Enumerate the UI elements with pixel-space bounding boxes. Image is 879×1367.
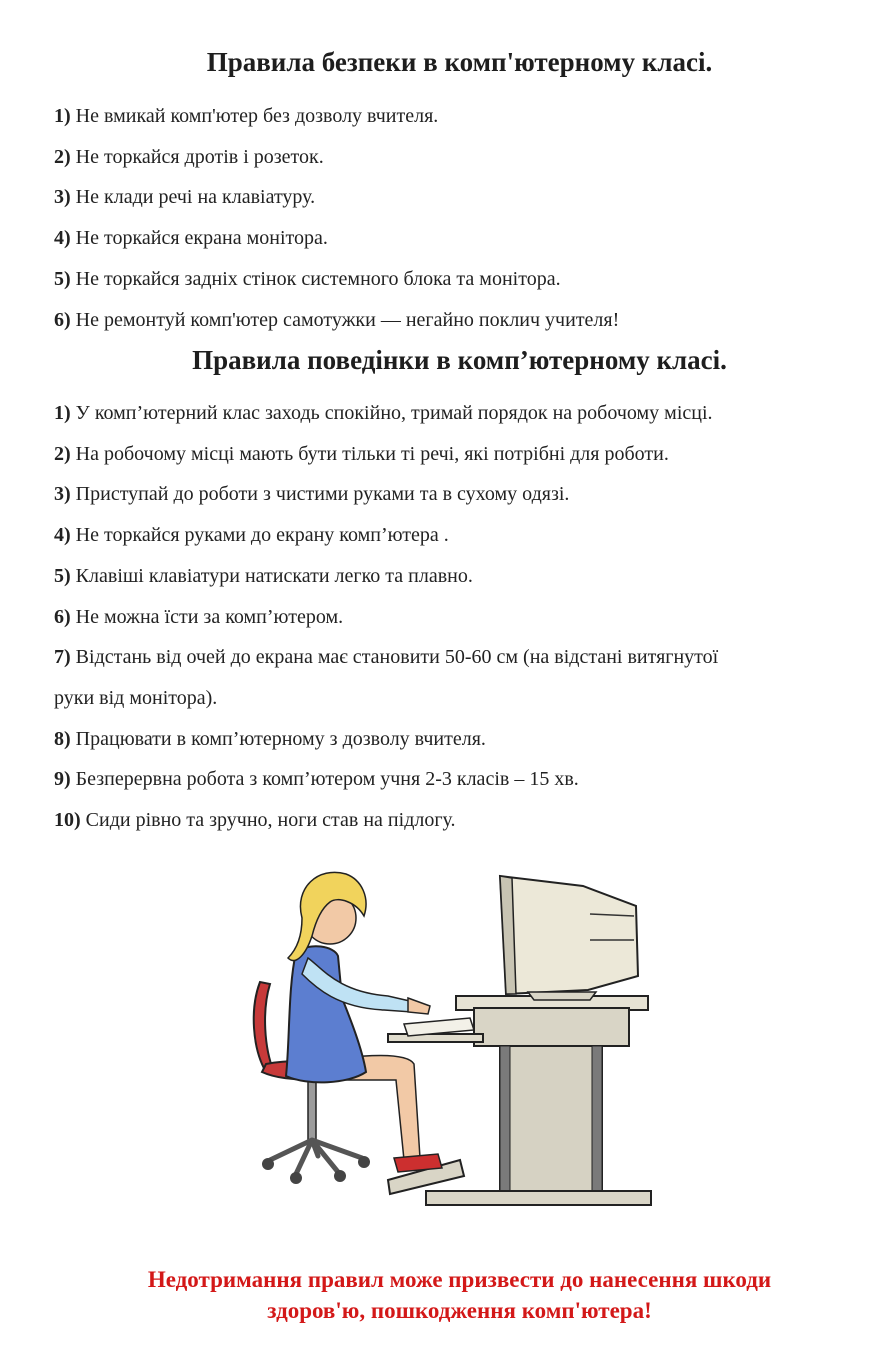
- list-item: [54, 393, 854, 434]
- list-item: [54, 637, 854, 678]
- list-item: [54, 474, 854, 515]
- rule-number: 8): [54, 727, 71, 750]
- behavior-rules-list: [54, 393, 854, 841]
- list-item: [54, 800, 854, 841]
- list-item: [54, 719, 854, 760]
- safety-title: Правила безпеки в комп'ютерному класі.: [206, 47, 713, 77]
- safety-rules-list: [54, 96, 854, 340]
- rule-text: Не торкайся дротів і розеток.: [75, 145, 324, 168]
- rule-number: 4): [54, 524, 71, 547]
- list-item: [54, 759, 854, 800]
- rule-text: Не клади речі на клавіатуру.: [75, 186, 316, 209]
- list-item: [54, 177, 854, 218]
- rule-number: 7): [54, 646, 71, 669]
- list-item: [54, 96, 854, 137]
- rule-text: Не торкайся задніх стінок системного блока та монітора.: [75, 267, 561, 290]
- rule-number: 3): [54, 186, 71, 209]
- rule-number: 5): [54, 267, 71, 290]
- rule-number: 1): [54, 105, 71, 127]
- list-item-continuation: [54, 678, 854, 719]
- list-item: [54, 259, 854, 300]
- list-item: [54, 434, 854, 475]
- rule-text: Не торкайся руками до екрану комп’ютера .: [75, 524, 449, 547]
- warning-line: здоров'ю, пошкодження комп'ютера!: [267, 1298, 652, 1323]
- rule-text: Безперервна робота з комп’ютером учня 2-3 класів – 15 хв.: [75, 768, 579, 791]
- rule-number: 2): [54, 145, 71, 168]
- rule-number: 9): [54, 768, 71, 791]
- list-item: [54, 300, 854, 341]
- rule-number: 1): [54, 402, 71, 424]
- rule-text: Не ремонтуй комп'ютер самотужки — негайно поклич учителя!: [75, 308, 620, 331]
- behavior-title: Правила поведінки в комп’ютерному класі.: [192, 345, 727, 375]
- list-item: [54, 597, 854, 638]
- rule-number: 10): [54, 809, 81, 832]
- rule-text: У комп’ютерний клас заходь спокійно, тримай порядок на робочому місці.: [75, 402, 713, 424]
- rule-number: 5): [54, 564, 71, 587]
- monitor: [500, 876, 638, 1000]
- girl-at-computer-illustration: [238, 858, 658, 1218]
- rule-text: Клавіші клавіатури натискати легко та плавно.: [75, 564, 473, 587]
- rule-text: Приступай до роботи з чистими руками та в сухому одязі.: [75, 483, 570, 506]
- rule-text: Відстань від очей до екрана має становити 50-60 см (на відстані витягнутої: [75, 646, 719, 669]
- warning-message: [20, 1264, 879, 1326]
- list-item: [54, 556, 854, 597]
- rule-number: 4): [54, 227, 71, 250]
- warning-line: Недотримання правил може призвести до нанесення шкоди: [147, 1267, 772, 1292]
- rule-text: На робочому місці мають бути тільки ті речі, які потрібні для роботи.: [75, 442, 669, 465]
- rule-number: 6): [54, 605, 71, 628]
- rule-text: Сиди рівно та зручно, ноги став на підлогу.: [85, 809, 456, 832]
- list-item: [54, 137, 854, 178]
- list-item: [54, 515, 854, 556]
- rule-text: Не можна їсти за комп’ютером.: [75, 605, 344, 628]
- rule-number: 2): [54, 442, 71, 465]
- rule-text: Не вмикай комп'ютер без дозволу вчителя.: [75, 105, 439, 127]
- rule-text: руки від монітора).: [54, 686, 218, 709]
- rule-number: 6): [54, 308, 71, 331]
- rule-text: Працювати в комп’ютерному з дозволу вчителя.: [75, 727, 486, 750]
- rule-text: Не торкайся екрана монітора.: [75, 227, 328, 250]
- list-item: [54, 218, 854, 259]
- rule-number: 3): [54, 483, 71, 506]
